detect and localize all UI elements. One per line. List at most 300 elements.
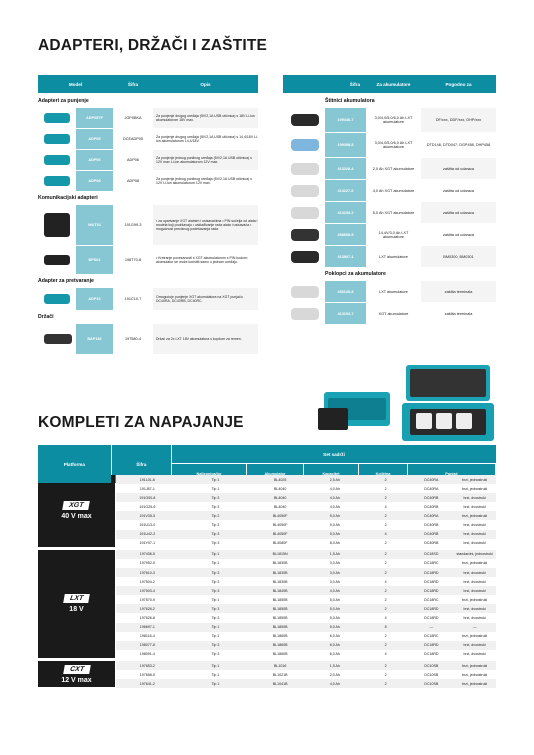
kits-row: [116, 614, 496, 623]
right-row-fit: zaštita terminala: [421, 281, 496, 302]
kits-cell: brzi, dvostruki: [463, 616, 486, 621]
kits-cell: 2: [384, 486, 387, 491]
kits-cell: DC18RD: [424, 616, 439, 621]
right-section-title: Štitnici akumulatora: [325, 98, 375, 104]
left-row-model: WUT01: [76, 205, 113, 245]
kits-cell: 5,0 Ah: [329, 625, 340, 630]
kits-cell: BL4050F: [272, 532, 288, 537]
kits-cell: DC18RD: [424, 652, 439, 657]
product-shape: [44, 134, 70, 144]
kits-cell: 197641-2: [139, 681, 155, 686]
kits-cell: DC40RB: [424, 504, 439, 509]
kits-row: [116, 623, 496, 632]
right-table-row: [283, 281, 496, 302]
kits-cell: 2: [384, 606, 387, 611]
kits-cell: 6,0 Ah: [329, 652, 340, 657]
product-image: [283, 108, 325, 132]
left-row-desc: • Kreiranje povezanosti s XGT akumulatorom s PIN kodom; akumulator se može koristiti samo u jednom uređaju.: [153, 246, 258, 274]
left-row-model: ADP10: [76, 288, 113, 310]
platform-badge: LXT: [63, 594, 90, 603]
kits-cell: BL4050F: [272, 513, 288, 518]
right-table-row: [283, 224, 496, 245]
product-image: [38, 288, 76, 310]
kits-cell: brzi, jednostruki: [462, 561, 488, 566]
kits-cell: 8: [384, 625, 387, 630]
product-image: [38, 171, 76, 191]
left-row-model: ADP08: [76, 171, 113, 191]
kits-cell: 1,5 Ah: [329, 552, 340, 557]
kits-cell: brzi, jednostruki: [462, 477, 488, 482]
kits-subheader-cell: Kapacitet: [304, 464, 358, 483]
left-table-row: [38, 150, 258, 170]
left-table-row: [38, 108, 258, 128]
left-row-desc: Omogućuje punjenje XGT akumulatora na XGT punjaču DC40RA, DC40RB, DC40RC.: [153, 288, 258, 310]
product-shape: [291, 286, 319, 298]
product-image: [283, 158, 325, 179]
left-row-code: ADP06: [113, 150, 153, 170]
kits-cell: DC18RD: [424, 579, 439, 584]
right-table-row: [283, 108, 496, 132]
platform-cell: [38, 661, 115, 687]
kits-cell: DC18RD: [424, 570, 439, 575]
kits-cell: 191U42-2: [139, 532, 156, 537]
product-image: [283, 133, 325, 157]
kits-row: [116, 493, 496, 502]
right-row-acc: 14,4V/3,0 Ah LXT akumulatore: [366, 224, 421, 245]
left-header-model: Model: [68, 81, 83, 87]
kits-cell: BL1830B: [272, 561, 288, 566]
kits-cell: brzi, jednostruki: [462, 634, 488, 639]
left-header-code: Šifra: [127, 81, 139, 87]
kits-subheader-cell: Naljepnica/lor: [172, 464, 246, 483]
right-header-code: Šifra: [349, 81, 360, 87]
kits-cell: 4,0 Ah: [329, 486, 340, 491]
kits-cell: Tip 1: [211, 486, 220, 491]
right-table-header: [283, 75, 496, 93]
kits-cell: DC10SB: [424, 663, 439, 668]
kits-cell: 198116-4: [139, 634, 155, 639]
right-row-code: 458598-9: [325, 224, 366, 245]
kits-cell: Tip 1: [211, 672, 220, 677]
kits-cell: brzi, jednostruki: [462, 672, 488, 677]
kits-cell: Tip 3: [211, 570, 220, 575]
kits-cell: Tip 3: [211, 532, 220, 537]
kits-cell: 4: [384, 652, 387, 657]
left-table-row: [38, 129, 258, 149]
kits-cell: DC18RC: [424, 561, 439, 566]
kits-cell: DC18RC: [424, 597, 439, 602]
product-shape: [44, 213, 70, 237]
kits-cell: Tip 3: [211, 606, 220, 611]
kits-cell: 2: [384, 643, 387, 648]
kits-cell: BL1021B: [272, 672, 288, 677]
kits-cell: 197504-2: [139, 579, 155, 584]
kits-cell: brzi, dvostruki: [463, 495, 486, 500]
kits-cell: 3,0 Ah: [329, 579, 340, 584]
product-shape: [44, 113, 70, 123]
platform-badge: CXT: [63, 665, 91, 674]
kits-cell: Tip 2: [211, 513, 220, 518]
left-row-desc: Za punjenje jednog punilnog uređaja (5V/2,1A USB utičnica) s 12V max Li-ion akumulatorom 12V max.: [153, 150, 258, 170]
kits-cell: 2: [384, 570, 387, 575]
right-row-acc: 3,0/4,0/5,0/6,0 Ah LXT akumulatore: [366, 133, 421, 157]
product-image: [38, 205, 76, 245]
kits-row: [116, 511, 496, 520]
kits-cell: brzi, dvostruki: [463, 579, 486, 584]
kits-cell: 5,0 Ah: [329, 523, 340, 528]
right-table-row: [283, 202, 496, 223]
kits-cell: 191G00-8: [139, 495, 156, 500]
left-table-row: [38, 288, 258, 310]
kits-cell: Tip 1: [211, 477, 220, 482]
kits-cell: 191V35-5: [139, 513, 156, 518]
kits-cell: 198077-8: [139, 643, 155, 648]
right-row-fit: BM0300, BM0301: [421, 246, 496, 267]
kits-cell: 2: [384, 588, 387, 593]
kits-cell: DC40RA: [424, 513, 439, 518]
platform-cell: [38, 550, 115, 658]
kits-cell: 4: [384, 579, 387, 584]
platform-voltage: 40 V max: [61, 513, 92, 521]
kits-row: [116, 502, 496, 511]
kits-cell: brzi, dvostruki: [463, 652, 486, 657]
product-shape: [291, 207, 319, 219]
kits-cell: 5,0 Ah: [329, 532, 340, 537]
left-row-desc: Za punjenje drugog uređaja (5V/2,1A USB utičnica) s 18V Li-ion akumulatorom 18V max.: [153, 108, 258, 128]
kits-cell: 5,0 Ah: [329, 597, 340, 602]
kits-row: [116, 604, 496, 613]
left-row-code: 191C10-7: [113, 288, 153, 310]
page-title-bottom: KOMPLETI ZA NAPAJANJE: [38, 414, 244, 431]
kits-cell: DC18RD: [424, 606, 439, 611]
kits-cell: 196697-1: [139, 625, 155, 630]
kits-cell: 197626-2: [139, 606, 155, 611]
kits-cell: 4: [384, 532, 387, 537]
kits-cell: —: [429, 625, 434, 630]
right-row-acc: 5,0 Ah XGT akumulatore: [366, 202, 421, 223]
kits-cell: brzi, dvostruki: [463, 606, 486, 611]
kits-cell: 197570-9: [139, 597, 155, 602]
product-shape: [291, 163, 319, 175]
kits-cell: DC18RC: [424, 634, 439, 639]
kits-cell: 197952-5: [139, 561, 155, 566]
left-table-row: [38, 205, 258, 245]
right-header-fit: Pogodno za: [445, 81, 472, 87]
kits-cell: BL1840B: [272, 588, 288, 593]
kits-cell: brzi, dvostruki: [463, 588, 486, 593]
product-image: [38, 324, 76, 354]
kits-cell: DC40RB: [424, 495, 439, 500]
product-image: [283, 281, 325, 302]
left-row-code: 191G99-3: [113, 205, 153, 245]
kits-cell: 2: [384, 477, 387, 482]
right-row-acc: LXT akumulatore: [366, 281, 421, 302]
left-row-code: JGP0BKA: [113, 108, 153, 128]
left-row-model: BPS01: [76, 246, 113, 274]
kits-cell: Tip 3: [211, 643, 220, 648]
product-shape: [44, 294, 70, 304]
kits-cell: 2: [384, 552, 387, 557]
kits-cell: Tip 3: [211, 579, 220, 584]
kits-row: [116, 475, 496, 484]
kits-cell: brzi, dvostruki: [463, 504, 486, 509]
kits-cell: —: [472, 625, 477, 630]
kits-cell: 1,5 Ah: [329, 663, 340, 668]
kits-row: [116, 568, 496, 577]
left-section-title: Držači: [38, 314, 54, 320]
left-row-model: ADP05TF: [76, 108, 113, 128]
kits-cell: 3,0 Ah: [329, 570, 340, 575]
left-row-model: BAP182: [76, 324, 113, 354]
kits-cell: 191J87-1: [139, 486, 155, 491]
kits-cell: 2: [384, 634, 387, 639]
kits-header-code: Šifra: [112, 445, 171, 483]
kits-cell: Tip 3: [211, 523, 220, 528]
kits-subheader-cell: Punjač: [408, 464, 495, 483]
kits-cell: Tip 3: [211, 588, 220, 593]
kits-row: [116, 550, 496, 559]
kits-cell: DC40RB: [424, 532, 439, 537]
kits-cell: DC40RA: [424, 477, 439, 482]
kits-cell: 4,0 Ah: [329, 495, 340, 500]
platform-badge: XGT: [63, 501, 91, 510]
right-row-acc: 3,0/4,0/5,0/6,0 Ah LXT akumulatore: [366, 108, 421, 132]
product-shape: [291, 251, 319, 263]
product-image: [283, 180, 325, 201]
kits-cell: 2,0 Ah: [329, 672, 340, 677]
kits-cell: 2: [384, 663, 387, 668]
right-row-code: 199446-7: [325, 108, 366, 132]
right-row-code: 413807-1: [325, 246, 366, 267]
kits-cell: BL4050F: [272, 523, 288, 528]
kits-cell: 2: [384, 513, 387, 518]
kits-row: [116, 577, 496, 586]
right-table-row: [283, 303, 496, 324]
open-case-image: [402, 365, 496, 443]
kits-subheader-cell: Količina: [359, 464, 407, 483]
left-section-title: Adapter za pretvaranje: [38, 278, 94, 284]
left-table-row: [38, 324, 258, 354]
kits-cell: 6,0 Ah: [329, 634, 340, 639]
kits-cell: 198091-4: [139, 652, 155, 657]
kits-row: [116, 650, 496, 659]
product-shape: [44, 255, 70, 265]
kits-cell: DC40RB: [424, 523, 439, 528]
kits-cell: DC18RD: [424, 588, 439, 593]
kits-cell: BL1016: [273, 663, 287, 668]
right-row-code: 199398-5: [325, 133, 366, 157]
kits-cell: 2: [384, 523, 387, 528]
kits-cell: Tip 1: [211, 625, 220, 630]
right-row-fit: zaštita od udaraca: [421, 224, 496, 245]
kits-cell: DC18RD: [424, 643, 439, 648]
kits-cell: BL4040: [273, 495, 287, 500]
product-shape: [291, 308, 319, 320]
kits-cell: 197436-5: [139, 552, 155, 557]
kits-row: [116, 679, 496, 688]
kits-row: [116, 670, 496, 679]
product-image: [38, 129, 76, 149]
product-image: [283, 202, 325, 223]
kits-cell: standardni, jednostruki: [456, 552, 493, 557]
kits-cell: Tip 3: [211, 504, 220, 509]
kits-row: [116, 632, 496, 641]
kits-cell: BL1850B: [272, 597, 288, 602]
right-row-fit: DTD148, DTD047, DGP458, DHP458: [421, 133, 496, 157]
right-row-acc: 2,0 Ah XGT akumulatore: [366, 158, 421, 179]
kits-cell: 8,0 Ah: [329, 541, 340, 546]
platform-voltage: 18 V: [69, 606, 84, 614]
kits-cell: BL1850B: [272, 606, 288, 611]
kits-cell: 2,5 Ah: [329, 477, 340, 482]
right-row-code: 413227-6: [325, 180, 366, 201]
right-row-acc: LXT akumulatore: [366, 246, 421, 267]
kits-row: [116, 539, 496, 548]
right-row-code: 413228-4: [325, 158, 366, 179]
kits-cell: DC40RB: [424, 541, 439, 546]
left-section-title: Komunikacijski adapteri: [38, 195, 98, 201]
kits-cell: BL4040: [273, 486, 287, 491]
kits-cell: Tip 3: [211, 616, 220, 621]
left-row-desc: • za uparivanje XGT alatnim i usisavačima • PIN sučelja od alata i modela koji podržavaju • usklađivanje rada alata i usisavača • mogućnost preciznog podešavanja rada: [153, 205, 258, 245]
left-row-code: DCEADP05: [113, 129, 153, 149]
product-shape: [291, 139, 319, 151]
right-table-row: [283, 133, 496, 157]
product-image: [38, 108, 76, 128]
kits-cell: brzi, jednostruki: [462, 597, 488, 602]
kits-cell: 4,0 Ah: [329, 588, 340, 593]
kits-subheader-cell: Akumulator: [247, 464, 303, 483]
right-header-acc: Za akumulatore: [376, 81, 411, 87]
kits-cell: 2: [384, 495, 387, 500]
kits-cell: 197626-8: [139, 616, 155, 621]
kits-cell: 4: [384, 504, 387, 509]
right-row-code: 413193-7: [325, 303, 366, 324]
product-image: [283, 246, 325, 267]
kits-cell: brzi, jednostruki: [462, 486, 488, 491]
right-row-acc: XGT akumulatore: [366, 303, 421, 324]
kits-cell: Tip 3: [211, 652, 220, 657]
left-header-desc: Opis: [200, 81, 211, 87]
kits-cell: BL1041B: [272, 681, 288, 686]
right-section-title: Poklopci za akumulatore: [325, 271, 386, 277]
product-shape: [291, 185, 319, 197]
left-table-header: [38, 75, 258, 93]
kits-cell: 3,0 Ah: [329, 561, 340, 566]
left-table-row: [38, 246, 258, 274]
kits-cell: 2: [384, 561, 387, 566]
kits-cell: brzi, dvostruki: [463, 570, 486, 575]
product-image: [38, 150, 76, 170]
kits-cell: BL1860B: [272, 634, 288, 639]
page-title-top: ADAPTERI, DRŽAČI I ZAŠTITE: [38, 37, 268, 54]
systainer-case-image: [318, 390, 398, 430]
kits-cell: BL4080F: [272, 541, 288, 546]
right-row-fit: DF/xxx, DDF/xxx, DHP/xxx: [421, 108, 496, 132]
left-row-desc: Za punjenje jednog punilnog uređaja (5V/2,1A USB utičnica) s 12V Li-ion akumulatorom 12V max.: [153, 171, 258, 191]
left-row-model: ADP05: [76, 129, 113, 149]
left-row-code: 198T70-8: [113, 246, 153, 274]
kits-cell: brzi, dvostruki: [463, 532, 486, 537]
platform-voltage: 12 V max: [61, 676, 92, 684]
kits-cell: 2: [384, 541, 387, 546]
kits-cell: Tip 1: [211, 663, 220, 668]
kits-table-header: [38, 445, 496, 476]
kits-cell: BL1850B: [272, 625, 288, 630]
kits-cell: DC18SD: [424, 552, 439, 557]
left-table-row: [38, 171, 258, 191]
right-row-code: 413239-2: [325, 202, 366, 223]
kits-cell: 197653-2: [139, 663, 155, 668]
kits-cell: brzi, jednostruki: [462, 663, 488, 668]
kits-cell: BL1850B: [272, 616, 288, 621]
left-section-title: Adapteri za punjenje: [38, 98, 89, 104]
kits-cell: 5,0 Ah: [329, 513, 340, 518]
kits-cell: 4,0 Ah: [329, 504, 340, 509]
kits-row: [116, 530, 496, 539]
kits-cell: Tip 1: [211, 634, 220, 639]
kits-cell: Tip 3: [211, 541, 220, 546]
kits-cell: 191Y97-1: [139, 541, 156, 546]
kits-row: [116, 661, 496, 670]
kits-cell: 5,0 Ah: [329, 616, 340, 621]
right-row-code: 450128-8: [325, 281, 366, 302]
platform-cell: [38, 475, 115, 547]
product-shape: [291, 114, 319, 126]
kits-cell: 191L01-6: [139, 477, 155, 482]
kits-row: [116, 521, 496, 530]
kits-cell: DC10SB: [424, 672, 439, 677]
kits-row: [116, 595, 496, 604]
kits-cell: DC40RA: [424, 486, 439, 491]
kits-cell: BL4025: [273, 477, 287, 482]
kits-cell: DC10SB: [424, 681, 439, 686]
kits-cell: Tip 3: [211, 495, 220, 500]
kits-row: [116, 641, 496, 650]
kits-cell: brzi, jednostruki: [462, 513, 488, 518]
left-row-model: ADP06: [76, 150, 113, 170]
kits-cell: 2: [384, 672, 387, 677]
kits-row: [116, 586, 496, 595]
kits-header-set: Set sadrži: [172, 445, 496, 463]
product-shape: [44, 334, 72, 344]
kits-cell: 197658-5: [139, 672, 155, 677]
product-image: [283, 303, 325, 324]
kits-cell: BL4040: [273, 504, 287, 509]
kits-cell: 2: [384, 681, 387, 686]
right-row-fit: zaštita od udaraca: [421, 158, 496, 179]
kits-cell: 4,0 Ah: [329, 681, 340, 686]
product-image: [38, 246, 76, 274]
kits-cell: Tip 1: [211, 561, 220, 566]
kits-cell: 197503-4: [139, 588, 155, 593]
left-row-desc: Za punjenje drugog uređaja (5V/2,1A USB utičnica) s 14,4/18V Li-ion akumulatorom 14,4/18V.: [153, 129, 258, 149]
right-table-row: [283, 180, 496, 201]
left-row-desc: Držač za 2x LXT 18V akumulatora s kopčom za remen.: [153, 324, 258, 354]
kits-cell: BL1830B: [272, 570, 288, 575]
kits-header-platform: Platforma: [38, 445, 111, 483]
left-row-code: 197580-4: [113, 324, 153, 354]
kits-cell: BL1815N: [272, 552, 288, 557]
kits-cell: 5,0 Ah: [329, 606, 340, 611]
kits-cell: Tip 1: [211, 552, 220, 557]
kits-cell: BL1830B: [272, 579, 288, 584]
kits-cell: Tip 1: [211, 597, 220, 602]
product-shape: [291, 229, 319, 241]
right-row-fit: zaštita terminala: [421, 303, 496, 324]
kits-cell: BL1860B: [272, 652, 288, 657]
kits-table: [38, 445, 496, 476]
